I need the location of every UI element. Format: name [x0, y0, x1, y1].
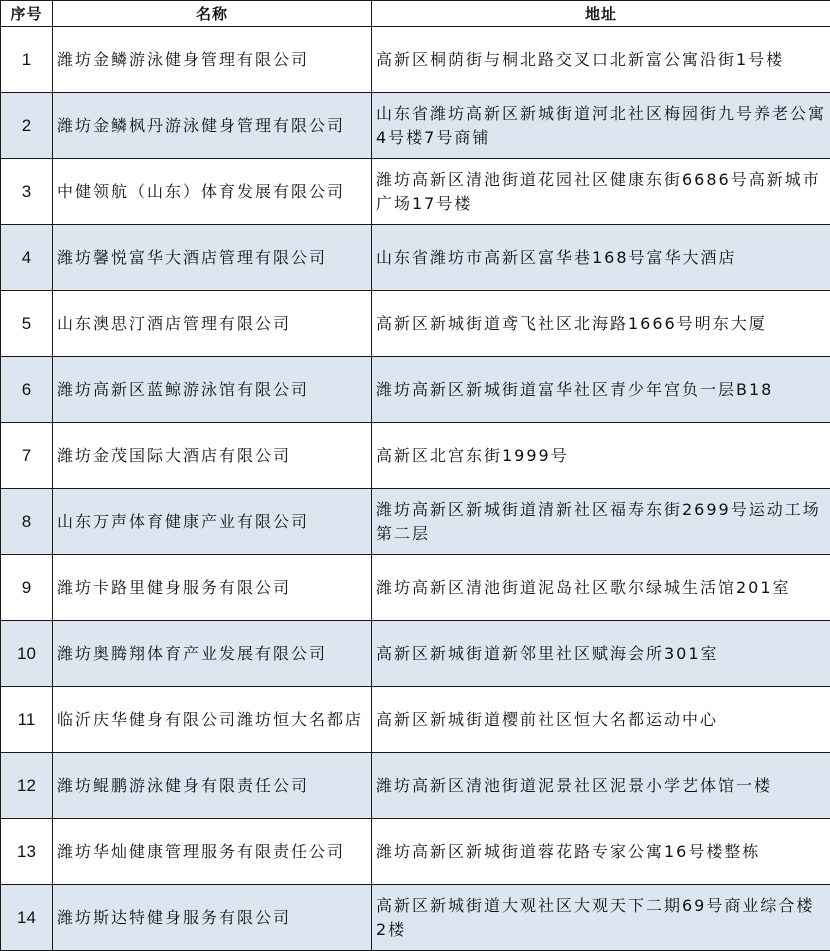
row-index: 6: [1, 357, 53, 423]
row-address: 潍坊高新区清池街道花园社区健康东街6686号高新城市广场17号楼: [372, 159, 830, 225]
row-address: 高新区桐荫街与桐北路交叉口北新富公寓沿街1号楼: [372, 27, 830, 93]
row-index: 11: [1, 687, 53, 753]
row-index: 14: [1, 885, 53, 951]
row-company-name: 潍坊卡路里健身服务有限公司: [53, 555, 372, 621]
row-address: 潍坊高新区清池街道泥景社区泥景小学艺体馆一楼: [372, 753, 830, 819]
table-row: [1, 753, 830, 819]
row-company-name: 潍坊奥腾翔体育产业发展有限公司: [53, 621, 372, 687]
row-company-name: 潍坊鲲鹏游泳健身有限责任公司: [53, 753, 372, 819]
row-address: 高新区新城街道樱前社区恒大名都运动中心: [372, 687, 830, 753]
row-index: 5: [1, 291, 53, 357]
row-index: 3: [1, 159, 53, 225]
table-row: [1, 819, 830, 885]
row-company-name: 潍坊金茂国际大酒店有限公司: [53, 423, 372, 489]
row-address: 潍坊高新区新城街道富华社区青少年宫负一层B18: [372, 357, 830, 423]
row-index: 13: [1, 819, 53, 885]
row-index: 4: [1, 225, 53, 291]
row-company-name: 山东澳思汀酒店管理有限公司: [53, 291, 372, 357]
row-address: 山东省潍坊高新区新城街道河北社区梅园街九号养老公寓4号楼7号商铺: [372, 93, 830, 159]
row-company-name: 临沂庆华健身有限公司潍坊恒大名都店: [53, 687, 372, 753]
table-row: [1, 687, 830, 753]
table-row: [1, 555, 830, 621]
table-row: [1, 423, 830, 489]
row-index: 1: [1, 27, 53, 93]
row-company-name: 潍坊金鳞游泳健身管理有限公司: [53, 27, 372, 93]
row-index: 10: [1, 621, 53, 687]
row-index: 12: [1, 753, 53, 819]
row-company-name: 潍坊高新区蓝鲸游泳馆有限公司: [53, 357, 372, 423]
row-address: 潍坊高新区新城街道清新社区福寿东街2699号运动工场第二层: [372, 489, 830, 555]
table-row: [1, 225, 830, 291]
row-address: 山东省潍坊市高新区富华巷168号富华大酒店: [372, 225, 830, 291]
header-name: 名称: [53, 1, 372, 27]
header-address: 地址: [372, 1, 830, 27]
row-index: 8: [1, 489, 53, 555]
row-company-name: 山东万声体育健康产业有限公司: [53, 489, 372, 555]
header-row: [1, 1, 830, 27]
row-address: 高新区新城街道新邻里社区赋海会所301室: [372, 621, 830, 687]
row-company-name: 潍坊斯达特健身服务有限公司: [53, 885, 372, 951]
row-company-name: 潍坊馨悦富华大酒店管理有限公司: [53, 225, 372, 291]
row-company-name: 潍坊华灿健康管理服务有限责任公司: [53, 819, 372, 885]
table-row: [1, 357, 830, 423]
table-row: [1, 291, 830, 357]
table-row: [1, 885, 830, 951]
row-company-name: 潍坊金鳞枫丹游泳健身管理有限公司: [53, 93, 372, 159]
table-row: [1, 621, 830, 687]
row-index: 2: [1, 93, 53, 159]
table-row: [1, 159, 830, 225]
row-index: 7: [1, 423, 53, 489]
row-address: 潍坊高新区新城街道蓉花路专家公寓16号楼整栋: [372, 819, 830, 885]
row-address: 高新区新城街道大观社区大观天下二期69号商业综合楼2楼: [372, 885, 830, 951]
row-address: 高新区北宫东街1999号: [372, 423, 830, 489]
row-index: 9: [1, 555, 53, 621]
row-address: 高新区新城街道鸢飞社区北海路1666号明东大厦: [372, 291, 830, 357]
row-address: 潍坊高新区清池街道泥岛社区歌尔绿城生活馆201室: [372, 555, 830, 621]
table-row: [1, 93, 830, 159]
table-row: [1, 27, 830, 93]
row-company-name: 中健领航（山东）体育发展有限公司: [53, 159, 372, 225]
table-row: [1, 489, 830, 555]
header-index: 序号: [1, 1, 53, 27]
